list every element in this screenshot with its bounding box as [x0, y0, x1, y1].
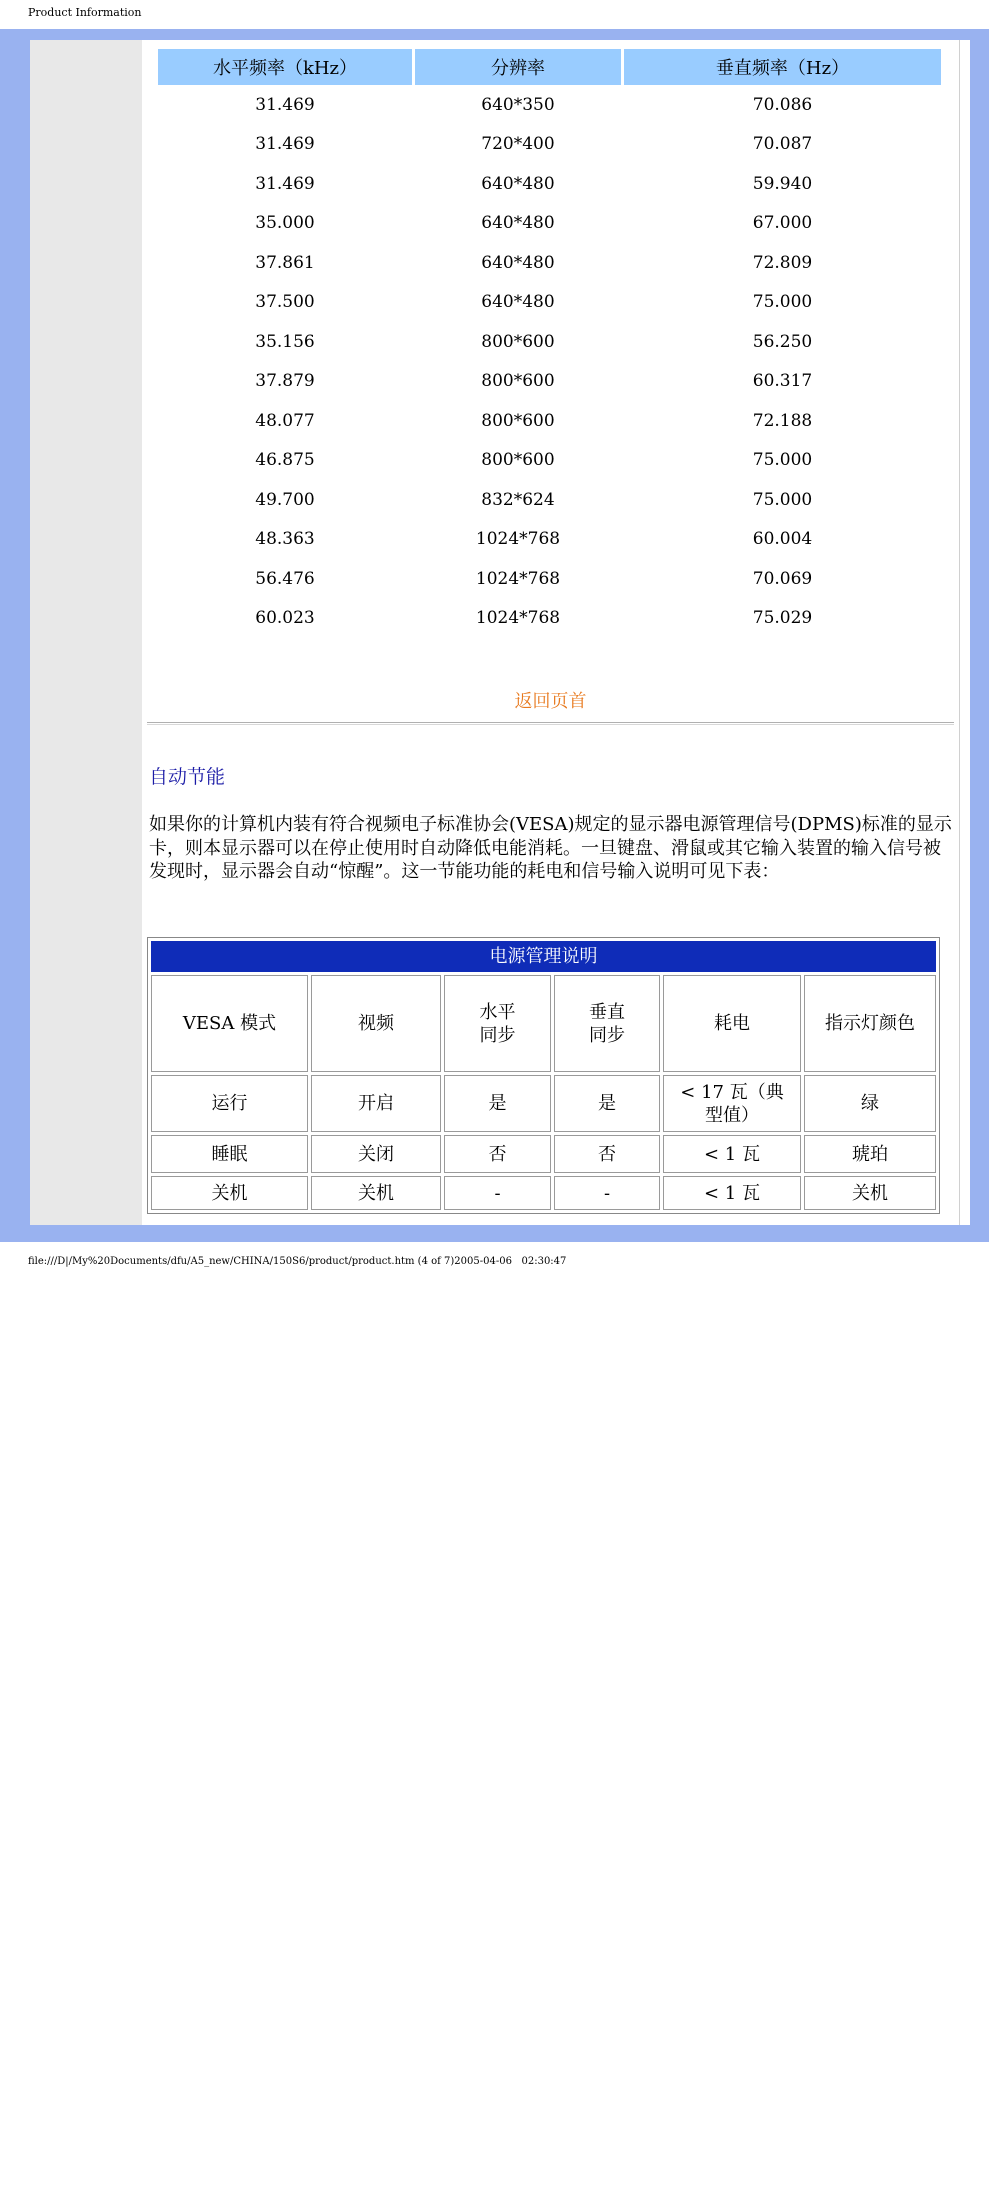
table-row — [158, 204, 941, 244]
table-row — [158, 243, 941, 283]
col-header-resolution: 分辨率 — [415, 49, 621, 85]
led-cell: 关机 — [804, 1176, 936, 1210]
resolution-cell: 800*600 — [481, 450, 555, 471]
left-sidebar — [30, 40, 142, 1225]
power-management-table — [147, 937, 940, 1214]
table-row — [158, 480, 941, 520]
hfreq-cell: 48.363 — [255, 529, 315, 550]
hfreq-cell: 48.077 — [255, 410, 315, 431]
back-to-top-link[interactable]: 返回页首 — [514, 691, 587, 712]
hfreq-cell: 35.156 — [255, 331, 315, 352]
table-row — [158, 441, 941, 481]
frequency-table — [155, 49, 944, 638]
table-row — [158, 125, 941, 165]
resolution-cell: 800*600 — [481, 371, 555, 392]
led-cell: 绿 — [804, 1075, 936, 1132]
resolution-cell: 640*480 — [481, 173, 555, 194]
hfreq-cell: 37.861 — [255, 252, 315, 273]
hfreq-cell: 31.469 — [255, 94, 315, 115]
col-header-mode: VESA 模式 — [151, 975, 308, 1072]
resolution-cell: 1024*768 — [475, 568, 561, 589]
table-header-row — [158, 49, 941, 85]
vfreq-cell: 70.086 — [752, 94, 813, 115]
vfreq-cell: 70.087 — [752, 134, 813, 155]
led-cell: 琥珀 — [804, 1135, 936, 1173]
vfreq-cell: 60.004 — [752, 529, 813, 550]
vfreq-cell: 59.940 — [752, 173, 813, 194]
divider — [147, 722, 954, 724]
hsync-cell: 是 — [444, 1075, 551, 1132]
vfreq-cell: 72.188 — [752, 410, 813, 431]
hfreq-cell: 46.875 — [255, 450, 315, 471]
table-row — [158, 85, 941, 125]
table-row — [158, 322, 941, 362]
vsync-cell: - — [554, 1176, 660, 1210]
table-row — [158, 283, 941, 323]
col-header-video: 视频 — [311, 975, 441, 1072]
hsync-cell: - — [444, 1176, 551, 1210]
resolution-cell: 1024*768 — [475, 529, 561, 550]
page-footer-path: file:///D|/My%20Documents/dfu/A5_new/CHINA/150S6/product/product.htm (4 of 7)2005-04-06 02:30:47 — [28, 1256, 567, 1267]
resolution-cell: 640*350 — [481, 94, 555, 115]
mode-cell: 运行 — [151, 1075, 308, 1132]
power-cell: < 1 瓦 — [663, 1176, 801, 1210]
col-header-hsync: 水平同步 — [444, 975, 551, 1072]
vfreq-cell: 67.000 — [752, 213, 813, 234]
resolution-cell: 640*480 — [481, 292, 555, 313]
vfreq-cell: 75.029 — [752, 608, 813, 629]
power-management-table-wrapper — [147, 937, 940, 2191]
video-cell: 关闭 — [311, 1135, 441, 1173]
resolution-cell: 832*624 — [481, 489, 555, 510]
table-row — [151, 1176, 936, 1210]
mode-cell: 关机 — [151, 1176, 308, 1210]
caption-row — [151, 941, 936, 972]
col-header-led: 指示灯颜色 — [804, 975, 936, 1072]
vfreq-cell: 72.809 — [752, 252, 813, 273]
vfreq-cell: 75.000 — [752, 292, 813, 313]
table-header-row — [151, 975, 936, 1072]
table-row — [151, 1075, 936, 1132]
power-cell: < 1 瓦 — [663, 1135, 801, 1173]
vfreq-cell: 70.069 — [752, 568, 813, 589]
col-header-power: 耗电 — [663, 975, 801, 1072]
resolution-cell: 1024*768 — [475, 608, 561, 629]
vfreq-cell: 56.250 — [752, 331, 813, 352]
hfreq-cell: 37.500 — [255, 292, 315, 313]
col-header-vfreq: 垂直频率（Hz） — [624, 49, 941, 85]
resolution-cell: 800*600 — [481, 410, 555, 431]
video-cell: 关机 — [311, 1176, 441, 1210]
hfreq-cell: 35.000 — [255, 213, 315, 234]
table-row — [158, 362, 941, 402]
hsync-cell: 否 — [444, 1135, 551, 1173]
vsync-cell: 否 — [554, 1135, 660, 1173]
right-margin — [959, 40, 970, 1225]
hfreq-cell: 60.023 — [255, 608, 315, 629]
col-header-vsync: 垂直同步 — [554, 975, 660, 1072]
video-cell: 开启 — [311, 1075, 441, 1132]
power-cell: < 17 瓦（典型值） — [663, 1075, 801, 1132]
table-caption: 电源管理说明 — [151, 941, 936, 972]
table-row — [158, 599, 941, 639]
mode-cell: 睡眠 — [151, 1135, 308, 1173]
hfreq-cell: 31.469 — [255, 134, 315, 155]
page-header-title: Product Information — [28, 6, 142, 19]
resolution-cell: 640*480 — [481, 213, 555, 234]
table-row — [158, 559, 941, 599]
col-header-hfreq: 水平频率（kHz） — [158, 49, 412, 85]
hfreq-cell: 37.879 — [255, 371, 315, 392]
table-row — [158, 401, 941, 441]
vsync-cell: 是 — [554, 1075, 660, 1132]
hfreq-cell: 31.469 — [255, 173, 315, 194]
hfreq-cell: 56.476 — [255, 568, 315, 589]
resolution-cell: 720*400 — [481, 134, 555, 155]
vfreq-cell: 60.317 — [752, 371, 813, 392]
vfreq-cell: 75.000 — [752, 489, 813, 510]
resolution-cell: 640*480 — [481, 252, 555, 273]
table-row — [151, 1135, 936, 1173]
table-row — [158, 520, 941, 560]
vfreq-cell: 75.000 — [752, 450, 813, 471]
hfreq-cell: 49.700 — [255, 489, 315, 510]
table-row — [158, 164, 941, 204]
section-title: 自动节能 — [149, 766, 226, 788]
resolution-cell: 800*600 — [481, 331, 555, 352]
section-paragraph: 如果你的计算机内装有符合视频电子标准协会(VESA)规定的显示器电源管理信号(DPMS)标准的显示卡，则本显示器可以在停止使用时自动降低电能消耗。一旦键盘、滑鼠或其它输入装置的输入信号被发现时，显示器会自动“惊醒”。这一节能功能的耗电和信号输入说明可见下表： — [149, 814, 952, 882]
